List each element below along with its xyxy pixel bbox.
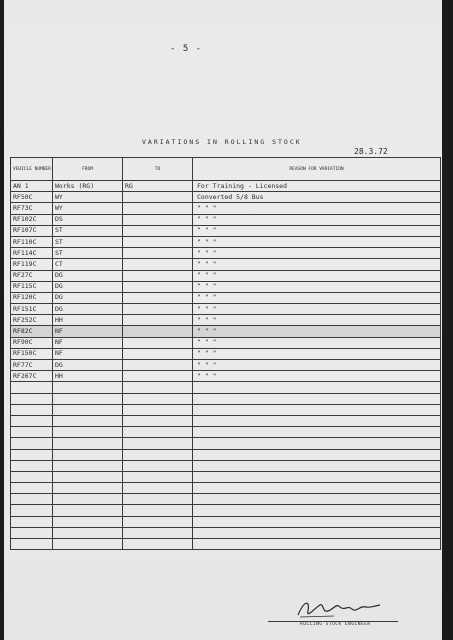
cell-vehicle: RF27C — [11, 270, 53, 281]
blank-cell — [123, 438, 193, 449]
blank-cell — [11, 382, 53, 393]
blank-cell — [123, 404, 193, 415]
blank-cell — [11, 438, 53, 449]
table-row — [11, 270, 441, 281]
blank-cell — [53, 494, 123, 505]
cell-vehicle: RF119C — [11, 259, 53, 270]
blank-cell — [11, 393, 53, 404]
blank-cell — [53, 471, 123, 482]
cell-to — [123, 292, 193, 303]
cell-reason: " " " — [193, 292, 441, 303]
cell-vehicle: RF114C — [11, 248, 53, 259]
blank-row — [11, 427, 441, 438]
document-date: 28.3.72 — [354, 147, 388, 156]
blank-row — [11, 382, 441, 393]
cell-to — [123, 304, 193, 315]
variations-table — [10, 157, 441, 550]
blank-row — [11, 404, 441, 415]
blank-cell — [53, 393, 123, 404]
table-row — [11, 248, 441, 259]
cell-to — [123, 225, 193, 236]
cell-reason: " " " — [193, 281, 441, 292]
blank-cell — [53, 427, 123, 438]
blank-cell — [123, 527, 193, 538]
cell-vehicle: RF120C — [11, 292, 53, 303]
cell-from: DS — [53, 214, 123, 225]
blank-cell — [11, 527, 53, 538]
table-row — [11, 281, 441, 292]
cell-from: DG — [53, 270, 123, 281]
blank-row — [11, 471, 441, 482]
cell-reason: " " " — [193, 371, 441, 382]
cell-vehicle: RF115C — [11, 281, 53, 292]
page-title: VARIATIONS IN ROLLING STOCK — [142, 138, 302, 146]
blank-cell — [193, 505, 441, 516]
cell-to — [123, 248, 193, 259]
blank-cell — [53, 505, 123, 516]
blank-cell — [193, 494, 441, 505]
blank-cell — [193, 438, 441, 449]
blank-row — [11, 415, 441, 426]
table-body — [11, 181, 441, 550]
blank-cell — [123, 539, 193, 550]
blank-cell — [193, 393, 441, 404]
cell-reason: " " " — [193, 236, 441, 247]
blank-cell — [53, 527, 123, 538]
cell-vehicle: RF102C — [11, 214, 53, 225]
blank-cell — [11, 516, 53, 527]
table-row — [11, 192, 441, 203]
blank-cell — [123, 516, 193, 527]
cell-vehicle: RF252C — [11, 315, 53, 326]
blank-cell — [11, 494, 53, 505]
cell-from: ST — [53, 248, 123, 259]
cell-vehicle: RF151C — [11, 304, 53, 315]
cell-to — [123, 192, 193, 203]
cell-to — [123, 360, 193, 371]
blank-row — [11, 539, 441, 550]
blank-cell — [53, 516, 123, 527]
blank-cell — [193, 527, 441, 538]
cell-to — [123, 315, 193, 326]
blank-cell — [11, 449, 53, 460]
table-row — [11, 371, 441, 382]
cell-reason: " " " — [193, 203, 441, 214]
blank-cell — [53, 404, 123, 415]
blank-cell — [193, 460, 441, 471]
cell-to — [123, 326, 193, 337]
cell-vehicle: RF110C — [11, 236, 53, 247]
table-row — [11, 259, 441, 270]
blank-cell — [123, 415, 193, 426]
cell-from: WY — [53, 192, 123, 203]
blank-cell — [193, 483, 441, 494]
cell-to — [123, 203, 193, 214]
blank-cell — [123, 494, 193, 505]
table-row — [11, 337, 441, 348]
cell-vehicle: RF150C — [11, 348, 53, 359]
blank-cell — [193, 404, 441, 415]
table-row — [11, 181, 441, 192]
cell-from: DG — [53, 304, 123, 315]
cell-from: ST — [53, 225, 123, 236]
page-number: - 5 - — [170, 44, 203, 54]
cell-from: NF — [53, 348, 123, 359]
blank-cell — [11, 505, 53, 516]
blank-row — [11, 438, 441, 449]
blank-cell — [193, 427, 441, 438]
table-row — [11, 292, 441, 303]
cell-to: RG — [123, 181, 193, 192]
blank-cell — [11, 427, 53, 438]
blank-cell — [11, 460, 53, 471]
blank-row — [11, 494, 441, 505]
cell-reason: " " " — [193, 248, 441, 259]
blank-cell — [123, 427, 193, 438]
table-row — [11, 360, 441, 371]
blank-row — [11, 516, 441, 527]
cell-reason: " " " — [193, 259, 441, 270]
table-row — [11, 326, 441, 337]
blank-cell — [123, 449, 193, 460]
cell-to — [123, 270, 193, 281]
cell-reason: " " " — [193, 326, 441, 337]
cell-reason: " " " — [193, 360, 441, 371]
blank-cell — [123, 505, 193, 516]
cell-reason: For Training - Licensed — [193, 181, 441, 192]
cell-from: HH — [53, 315, 123, 326]
blank-cell — [11, 483, 53, 494]
cell-from: DG — [53, 292, 123, 303]
cell-to — [123, 259, 193, 270]
cell-vehicle: AN 1 — [11, 181, 53, 192]
blank-cell — [123, 382, 193, 393]
header-to: TO — [123, 158, 193, 181]
cell-from: DG — [53, 281, 123, 292]
cell-from: Works (RG) — [53, 181, 123, 192]
blank-cell — [193, 539, 441, 550]
cell-from: NF — [53, 337, 123, 348]
header-vehicle-number: VEHICLE NUMBER — [11, 158, 53, 181]
cell-from: ST — [53, 236, 123, 247]
cell-from: DG — [53, 360, 123, 371]
table-row — [11, 203, 441, 214]
blank-row — [11, 483, 441, 494]
table-row — [11, 236, 441, 247]
cell-vehicle: RF73C — [11, 203, 53, 214]
blank-cell — [193, 449, 441, 460]
cell-vehicle: RF50C — [11, 192, 53, 203]
cell-to — [123, 337, 193, 348]
cell-to — [123, 214, 193, 225]
blank-cell — [193, 382, 441, 393]
cell-vehicle: RF107C — [11, 225, 53, 236]
blank-cell — [53, 415, 123, 426]
blank-cell — [53, 438, 123, 449]
table-row — [11, 304, 441, 315]
blank-cell — [11, 404, 53, 415]
blank-row — [11, 460, 441, 471]
blank-cell — [123, 460, 193, 471]
table-row — [11, 214, 441, 225]
cell-to — [123, 281, 193, 292]
blank-cell — [53, 449, 123, 460]
blank-cell — [11, 415, 53, 426]
cell-reason: " " " — [193, 315, 441, 326]
cell-vehicle: RF267C — [11, 371, 53, 382]
blank-cell — [123, 393, 193, 404]
cell-reason: " " " — [193, 214, 441, 225]
cell-from: WY — [53, 203, 123, 214]
cell-from: CT — [53, 259, 123, 270]
cell-reason: Converted 5/8 Bus — [193, 192, 441, 203]
cell-vehicle: RF82C — [11, 326, 53, 337]
cell-reason: " " " — [193, 270, 441, 281]
document-page — [4, 0, 442, 640]
blank-cell — [193, 415, 441, 426]
header-from: FROM — [53, 158, 123, 181]
header-reason: REASON FOR VARIATION — [193, 158, 441, 181]
cell-to — [123, 348, 193, 359]
blank-cell — [53, 382, 123, 393]
cell-to — [123, 236, 193, 247]
cell-to — [123, 371, 193, 382]
table-row — [11, 348, 441, 359]
blank-cell — [193, 471, 441, 482]
blank-cell — [53, 539, 123, 550]
cell-vehicle: RF77C — [11, 360, 53, 371]
blank-cell — [123, 471, 193, 482]
cell-from: NF — [53, 326, 123, 337]
signature-title: ROLLING STOCK ENGINEER — [300, 622, 371, 627]
blank-row — [11, 505, 441, 516]
blank-row — [11, 393, 441, 404]
table-row — [11, 225, 441, 236]
blank-row — [11, 527, 441, 538]
blank-cell — [11, 539, 53, 550]
table-row — [11, 315, 441, 326]
blank-row — [11, 449, 441, 460]
table-header-row — [11, 158, 441, 181]
blank-cell — [11, 471, 53, 482]
blank-cell — [53, 460, 123, 471]
cell-from: HH — [53, 371, 123, 382]
blank-cell — [193, 516, 441, 527]
cell-reason: " " " — [193, 337, 441, 348]
blank-cell — [53, 483, 123, 494]
cell-reason: " " " — [193, 348, 441, 359]
cell-reason: " " " — [193, 225, 441, 236]
blank-cell — [123, 483, 193, 494]
cell-reason: " " " — [193, 304, 441, 315]
cell-vehicle: RF90C — [11, 337, 53, 348]
